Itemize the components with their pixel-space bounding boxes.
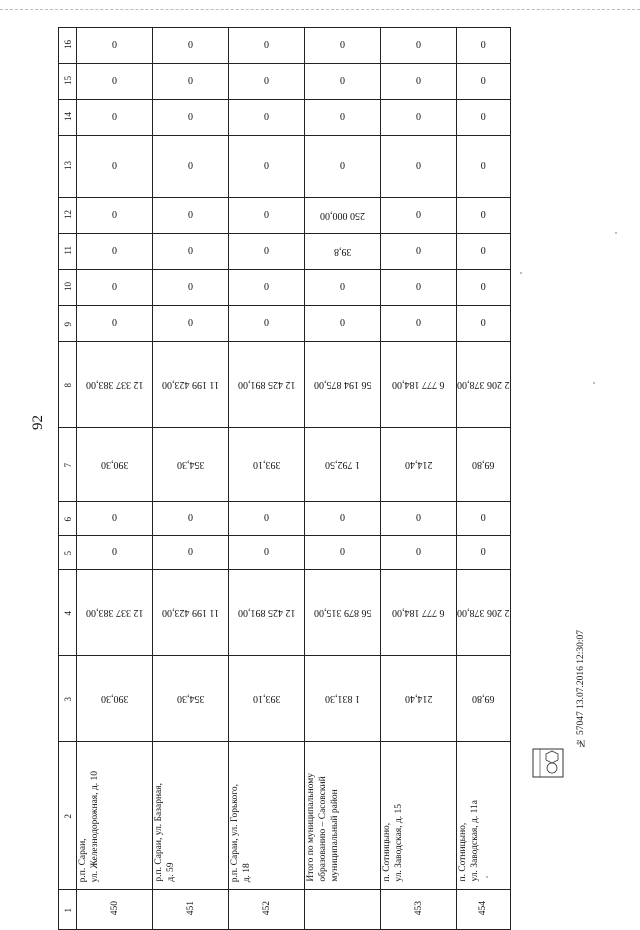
row-number: 453 (413, 900, 424, 916)
table-cell (305, 570, 381, 656)
column-header: 8 (59, 342, 77, 428)
table-cell (457, 234, 511, 270)
cell-value: 393,10 (252, 693, 281, 704)
table-row (59, 656, 511, 742)
column-header: 6 (59, 502, 77, 536)
row-number: 454 (478, 900, 489, 916)
cell-value: 0 (188, 76, 193, 87)
cell-value: 11 199 423,00 (161, 607, 220, 618)
table-cell (305, 890, 381, 930)
cell-value: 0 (480, 246, 486, 257)
table-cell (77, 428, 153, 502)
cell-value: 12 425 891,00 (237, 607, 296, 618)
table-cell (305, 428, 381, 502)
column-header: 5 (59, 536, 77, 570)
address-line: д. 18 (242, 862, 252, 882)
column-header: 3 (59, 656, 77, 742)
row-number: 452 (261, 900, 272, 916)
cell-value: 0 (264, 318, 269, 329)
table-row (59, 570, 511, 656)
table-row (59, 502, 511, 536)
table-cell (77, 136, 153, 198)
cell-value: 0 (340, 513, 345, 524)
cell-value: 0 (340, 76, 345, 87)
column-header: 13 (59, 136, 77, 198)
cell-value: 354,30 (176, 459, 205, 470)
cell-value: 0 (416, 76, 421, 87)
document-table (58, 27, 511, 930)
table-cell (457, 100, 511, 136)
table-cell (229, 342, 305, 428)
cell-value: 0 (112, 318, 117, 329)
table-cell (457, 890, 511, 930)
cell-value: 0 (112, 282, 117, 293)
cell-value: 0 (188, 40, 193, 51)
cell-value: 0 (112, 76, 117, 87)
cell-value: 0 (480, 76, 486, 87)
table-cell (77, 306, 153, 342)
address-line: ул. Железнодорожная, д. 10 (90, 770, 100, 882)
table-cell (229, 536, 305, 570)
table-cell (381, 890, 457, 930)
cell-value: 56 879 315,00 (313, 607, 372, 618)
cell-value: 0 (112, 210, 117, 221)
cell-value: 2 206 378,00 (457, 379, 510, 390)
cell-value: 0 (340, 40, 345, 51)
table-cell (305, 306, 381, 342)
cell-value: 69,80 (472, 693, 495, 704)
cell-value: 1 792,50 (325, 459, 360, 470)
cell-value: 6 777 184,00 (392, 607, 445, 618)
column-header: 11 (59, 234, 77, 270)
cell-value: 0 (264, 76, 269, 87)
table-cell (305, 198, 381, 234)
table-cell (153, 270, 229, 306)
table-cell (77, 234, 153, 270)
cell-value: 214,40 (404, 459, 433, 470)
cell-value: 0 (480, 112, 486, 123)
scan-speck (486, 876, 488, 878)
column-header: 4 (59, 570, 77, 656)
cell-value: 12 337 383,00 (85, 379, 144, 390)
cell-value: 0 (416, 246, 421, 257)
cell-value: 0 (264, 210, 269, 221)
cell-value: 0 (188, 246, 193, 257)
column-header: 12 (59, 198, 77, 234)
cell-value: 0 (416, 210, 421, 221)
cell-value: 0 (340, 318, 345, 329)
address-line: ул. Заводская, д. 11а (470, 800, 480, 882)
table-cell (153, 742, 229, 890)
cell-value: 0 (188, 210, 193, 221)
cell-value: 0 (416, 161, 421, 172)
cell-value: 0 (480, 513, 486, 524)
table-row (59, 100, 511, 136)
cell-value: 0 (112, 161, 117, 172)
cell-value: 0 (480, 161, 486, 172)
cell-value: 0 (188, 318, 193, 329)
cell-value: 0 (480, 40, 486, 51)
table-cell (381, 502, 457, 536)
table-cell (229, 136, 305, 198)
table-cell (305, 536, 381, 570)
cell-value: 0 (112, 513, 117, 524)
cell-value: 0 (188, 513, 193, 524)
cell-value: 390,30 (100, 693, 129, 704)
table-cell (153, 536, 229, 570)
cell-value: 354,30 (176, 693, 205, 704)
cell-value: 56 194 875,00 (313, 379, 372, 390)
cell-value: 214,40 (404, 693, 433, 704)
address-line: р.п. Сараи, ул. Базарная, (154, 783, 164, 882)
table-cell (229, 742, 305, 890)
cell-value: 69,80 (472, 459, 495, 470)
cell-value: 0 (340, 282, 345, 293)
table-cell (457, 64, 511, 100)
cell-value: 0 (480, 282, 486, 293)
row-number: 450 (109, 900, 120, 916)
table-row (59, 890, 511, 930)
table-cell (381, 100, 457, 136)
table-cell (229, 656, 305, 742)
table-cell (77, 342, 153, 428)
row-number: 451 (185, 900, 196, 916)
table-cell (381, 656, 457, 742)
table-row (59, 536, 511, 570)
table-row (59, 270, 511, 306)
cell-value: 0 (480, 210, 486, 221)
table-cell (77, 742, 153, 890)
table-cell (153, 64, 229, 100)
table-cell (77, 570, 153, 656)
table-cell (381, 428, 457, 502)
table-cell (305, 342, 381, 428)
table-cell (153, 502, 229, 536)
table-cell (229, 570, 305, 656)
table-cell (381, 270, 457, 306)
table-cell (229, 428, 305, 502)
table-cell (305, 100, 381, 136)
cell-value: 0 (340, 161, 345, 172)
cell-value: 390,30 (100, 459, 129, 470)
table-cell (153, 28, 229, 64)
column-header: 7 (59, 428, 77, 502)
cell-value: 11 199 423,00 (161, 379, 220, 390)
table-cell (229, 890, 305, 930)
table-cell (381, 234, 457, 270)
cell-value: 12 337 383,00 (85, 607, 144, 618)
table-cell (305, 28, 381, 64)
table-cell (381, 28, 457, 64)
table-cell (381, 136, 457, 198)
table-cell (457, 28, 511, 64)
cell-value: 0 (188, 112, 193, 123)
table-cell (153, 890, 229, 930)
table-cell (77, 890, 153, 930)
table-cell (305, 136, 381, 198)
table-row (59, 64, 511, 100)
cell-value: 0 (264, 246, 269, 257)
cell-value: 0 (264, 112, 269, 123)
column-header: 10 (59, 270, 77, 306)
table-cell (457, 136, 511, 198)
cell-value: 2 206 378,00 (457, 607, 510, 618)
column-header: 2 (59, 742, 77, 890)
address-line: образованию – Сасовский (318, 776, 328, 882)
table-cell (457, 306, 511, 342)
cell-value: 0 (416, 112, 421, 123)
table-cell (381, 570, 457, 656)
table-cell (305, 270, 381, 306)
cell-value: 250 000,00 (320, 210, 365, 221)
table-cell (153, 656, 229, 742)
table-cell (381, 198, 457, 234)
column-header: 15 (59, 64, 77, 100)
table-cell (229, 270, 305, 306)
cell-value: 0 (416, 318, 421, 329)
cell-value: 0 (112, 40, 117, 51)
table-row (59, 306, 511, 342)
table-cell (457, 536, 511, 570)
table-cell (457, 270, 511, 306)
table-row (59, 234, 511, 270)
cell-value: 12 425 891,00 (237, 379, 296, 390)
cell-value: 39,8 (333, 246, 352, 257)
address-line: р.п. Сараи, (78, 838, 88, 882)
cell-value: 0 (416, 513, 421, 524)
table-cell (457, 502, 511, 536)
table-cell (153, 570, 229, 656)
table-cell (305, 656, 381, 742)
table-cell (381, 342, 457, 428)
cell-value: 393,10 (252, 459, 281, 470)
table-cell (381, 536, 457, 570)
address-line: д. 59 (166, 862, 176, 882)
cell-value: 0 (416, 547, 421, 558)
cell-value: 0 (264, 547, 269, 558)
table-cell (305, 742, 381, 890)
address-line: п. Сотницыно, (382, 823, 392, 882)
table-cell (457, 656, 511, 742)
table-cell (457, 742, 511, 890)
table-cell (153, 198, 229, 234)
table-cell (305, 64, 381, 100)
table-cell (153, 342, 229, 428)
cell-value: 0 (112, 246, 117, 257)
cell-value: 0 (480, 547, 486, 558)
cell-value: 0 (264, 40, 269, 51)
table-cell (153, 100, 229, 136)
table-cell (153, 136, 229, 198)
table-cell (153, 428, 229, 502)
cell-value: 0 (188, 547, 193, 558)
table-cell (229, 100, 305, 136)
cell-value: 1 831,30 (325, 693, 360, 704)
registration-stamp-text: № 57047 13.07.2016 12:30:07 (576, 630, 586, 748)
cell-value: 0 (264, 282, 269, 293)
cell-value: 0 (264, 161, 269, 172)
cell-value: 0 (416, 40, 421, 51)
address-line: ул. Заводская, д. 15 (394, 804, 404, 882)
cell-value: 0 (416, 282, 421, 293)
page-number: 92 (30, 415, 46, 431)
address-line: Итого по муниципальному (306, 773, 316, 882)
address-line: п. Сотницыно, (458, 823, 468, 882)
cell-value: 0 (340, 112, 345, 123)
address-line: р.п. Сараи, ул. Горького, (230, 783, 240, 882)
scan-speck (520, 272, 522, 274)
column-header: 1 (59, 890, 77, 930)
table-cell (153, 306, 229, 342)
table-cell (77, 656, 153, 742)
cell-value: 0 (480, 318, 486, 329)
cell-value: 0 (340, 547, 345, 558)
cell-value: 0 (112, 112, 117, 123)
table-cell (305, 234, 381, 270)
table-cell (153, 234, 229, 270)
column-header: 14 (59, 100, 77, 136)
table-cell (77, 64, 153, 100)
cell-value: 0 (264, 513, 269, 524)
scan-dashed-top-line (0, 9, 640, 10)
table-cell (77, 28, 153, 64)
stamp-emblem-icon (532, 748, 564, 778)
cell-value: 0 (112, 547, 117, 558)
column-header: 16 (59, 28, 77, 64)
table-cell (229, 198, 305, 234)
table-row (59, 198, 511, 234)
table-cell (457, 342, 511, 428)
table-cell (457, 570, 511, 656)
table-row (59, 428, 511, 502)
table-cell (229, 502, 305, 536)
table-cell (457, 198, 511, 234)
cell-value: 0 (188, 282, 193, 293)
cell-value: 0 (188, 161, 193, 172)
address-line: муниципальный район (330, 789, 340, 882)
column-header: 9 (59, 306, 77, 342)
table-cell (381, 742, 457, 890)
table-cell (77, 270, 153, 306)
table-row (59, 742, 511, 890)
scan-speck (615, 232, 617, 234)
table-cell (229, 234, 305, 270)
table-cell (381, 306, 457, 342)
table-row (59, 28, 511, 64)
table-cell (381, 64, 457, 100)
cell-value: 6 777 184,00 (392, 379, 445, 390)
table-row (59, 136, 511, 198)
scan-speck (593, 382, 595, 384)
table-cell (229, 64, 305, 100)
table-row (59, 342, 511, 428)
table-cell (229, 28, 305, 64)
table-cell (457, 428, 511, 502)
table-cell (77, 536, 153, 570)
table-cell (305, 502, 381, 536)
table-cell (77, 100, 153, 136)
table-cell (77, 198, 153, 234)
table-cell (77, 502, 153, 536)
table-cell (229, 306, 305, 342)
